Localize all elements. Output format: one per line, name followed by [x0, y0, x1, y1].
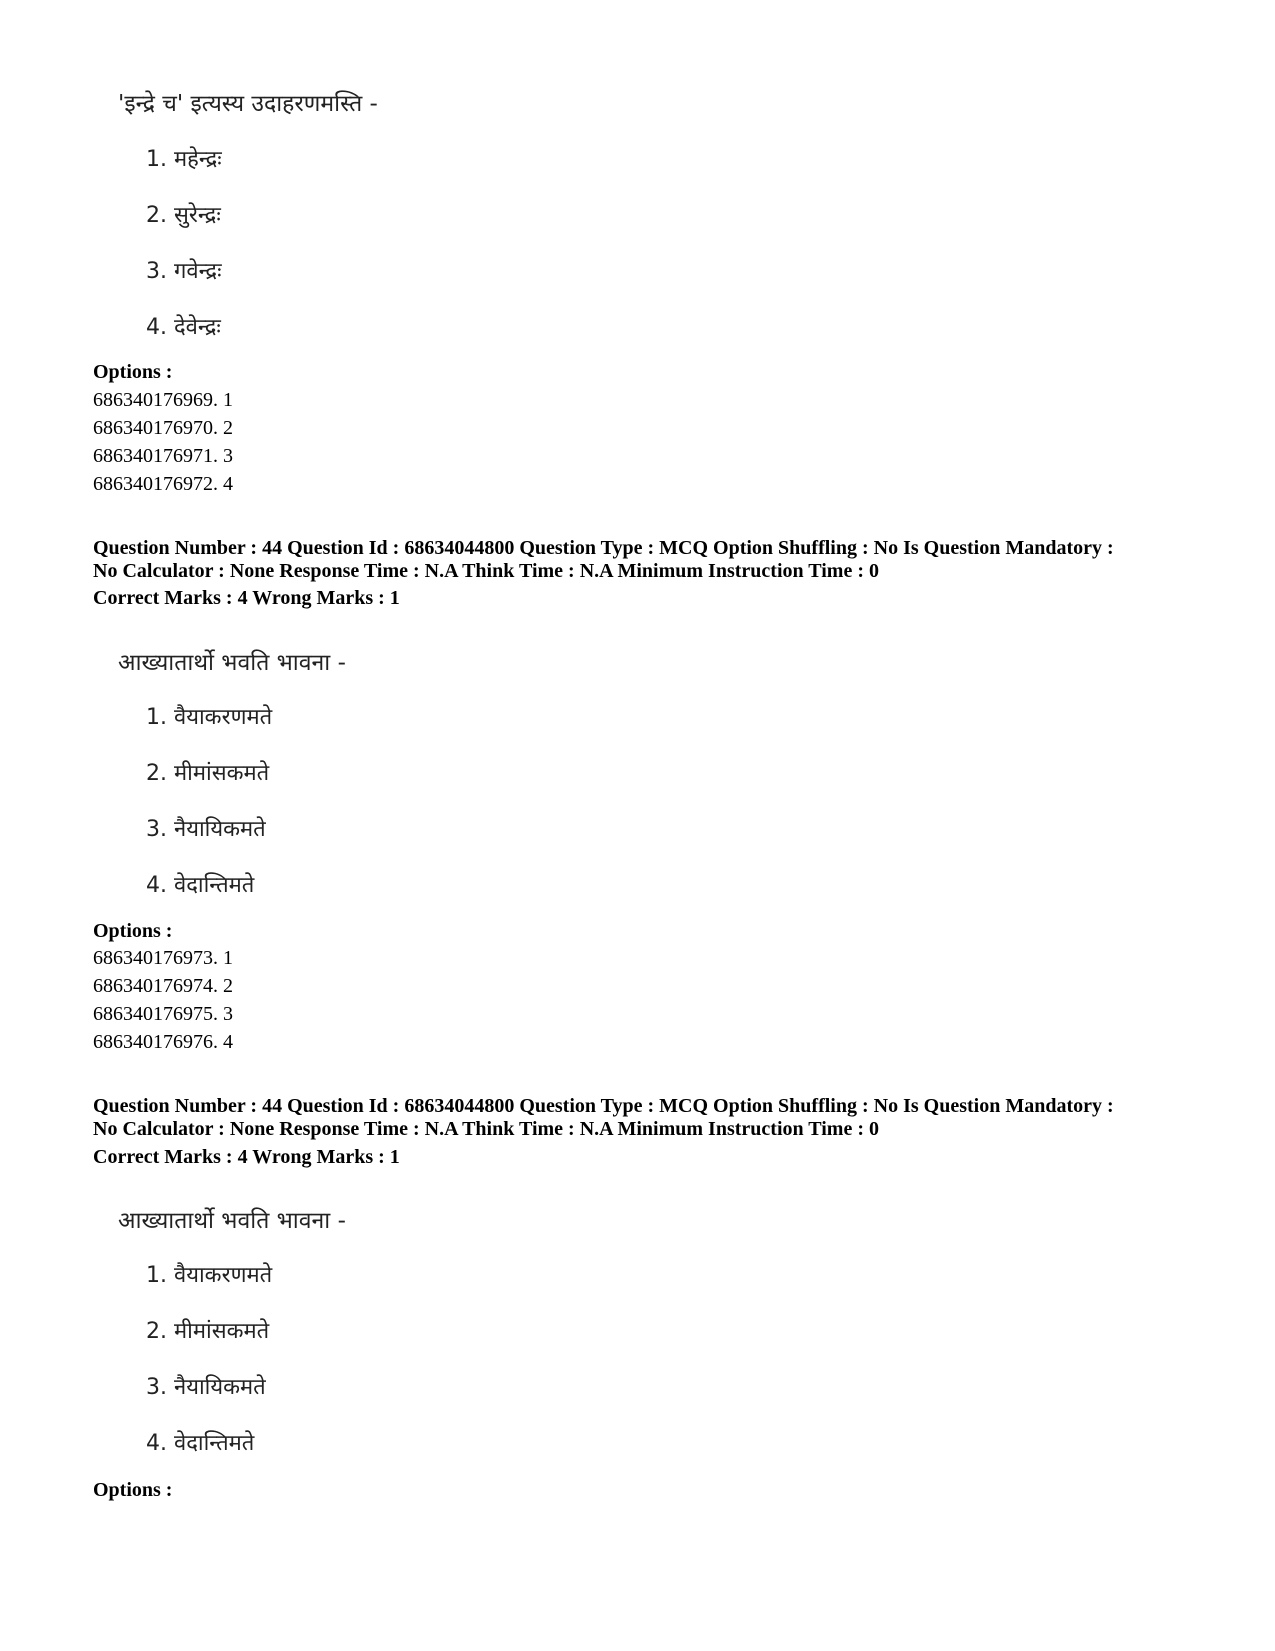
question-text: आख्यातार्थो भवति भावना - — [118, 650, 346, 676]
choice-2: 2. मीमांसकमते — [146, 761, 270, 786]
question-meta-line-1: Question Number : 44 Question Id : 68634044800 Question Type : MCQ Option Shuffling : No Is Question Mandatory : — [93, 537, 1114, 559]
question-text: आख्यातार्थो भवति भावना - — [118, 1208, 346, 1234]
choice-2: 2. सुरेन्द्रः — [146, 203, 221, 228]
choice-1: 1. वैयाकरणमते — [146, 1263, 273, 1288]
option-id-line: 686340176974. 2 — [93, 975, 233, 997]
choice-3: 3. गवेन्द्रः — [146, 259, 222, 284]
option-id-line: 686340176973. 1 — [93, 947, 233, 969]
choice-1: 1. महेन्द्रः — [146, 147, 222, 172]
choice-1: 1. वैयाकरणमते — [146, 705, 273, 730]
choice-4: 4. देवेन्द्रः — [146, 315, 221, 340]
choice-2: 2. मीमांसकमते — [146, 1319, 270, 1344]
option-id-line: 686340176971. 3 — [93, 445, 233, 467]
option-id-line: 686340176972. 4 — [93, 473, 233, 495]
options-label: Options : — [93, 361, 173, 383]
options-label: Options : — [93, 1479, 173, 1501]
option-id-line: 686340176976. 4 — [93, 1031, 233, 1053]
option-id-line: 686340176975. 3 — [93, 1003, 233, 1025]
question-text: 'इन्द्रे च' इत्यस्य उदाहरणमस्ति - — [118, 91, 378, 117]
question-marks: Correct Marks : 4 Wrong Marks : 1 — [93, 587, 400, 609]
option-id-line: 686340176970. 2 — [93, 417, 233, 439]
question-meta-line-2: No Calculator : None Response Time : N.A Think Time : N.A Minimum Instruction Time : 0 — [93, 1118, 879, 1140]
choice-4: 4. वेदान्तिमते — [146, 1431, 255, 1456]
question-meta-line-1: Question Number : 44 Question Id : 68634044800 Question Type : MCQ Option Shuffling : No Is Question Mandatory : — [93, 1095, 1114, 1117]
choice-4: 4. वेदान्तिमते — [146, 873, 255, 898]
choice-3: 3. नैयायिकमते — [146, 1375, 266, 1400]
question-marks: Correct Marks : 4 Wrong Marks : 1 — [93, 1146, 400, 1168]
choice-3: 3. नैयायिकमते — [146, 817, 266, 842]
options-label: Options : — [93, 920, 173, 942]
question-meta-line-2: No Calculator : None Response Time : N.A Think Time : N.A Minimum Instruction Time : 0 — [93, 560, 879, 582]
option-id-line: 686340176969. 1 — [93, 389, 233, 411]
